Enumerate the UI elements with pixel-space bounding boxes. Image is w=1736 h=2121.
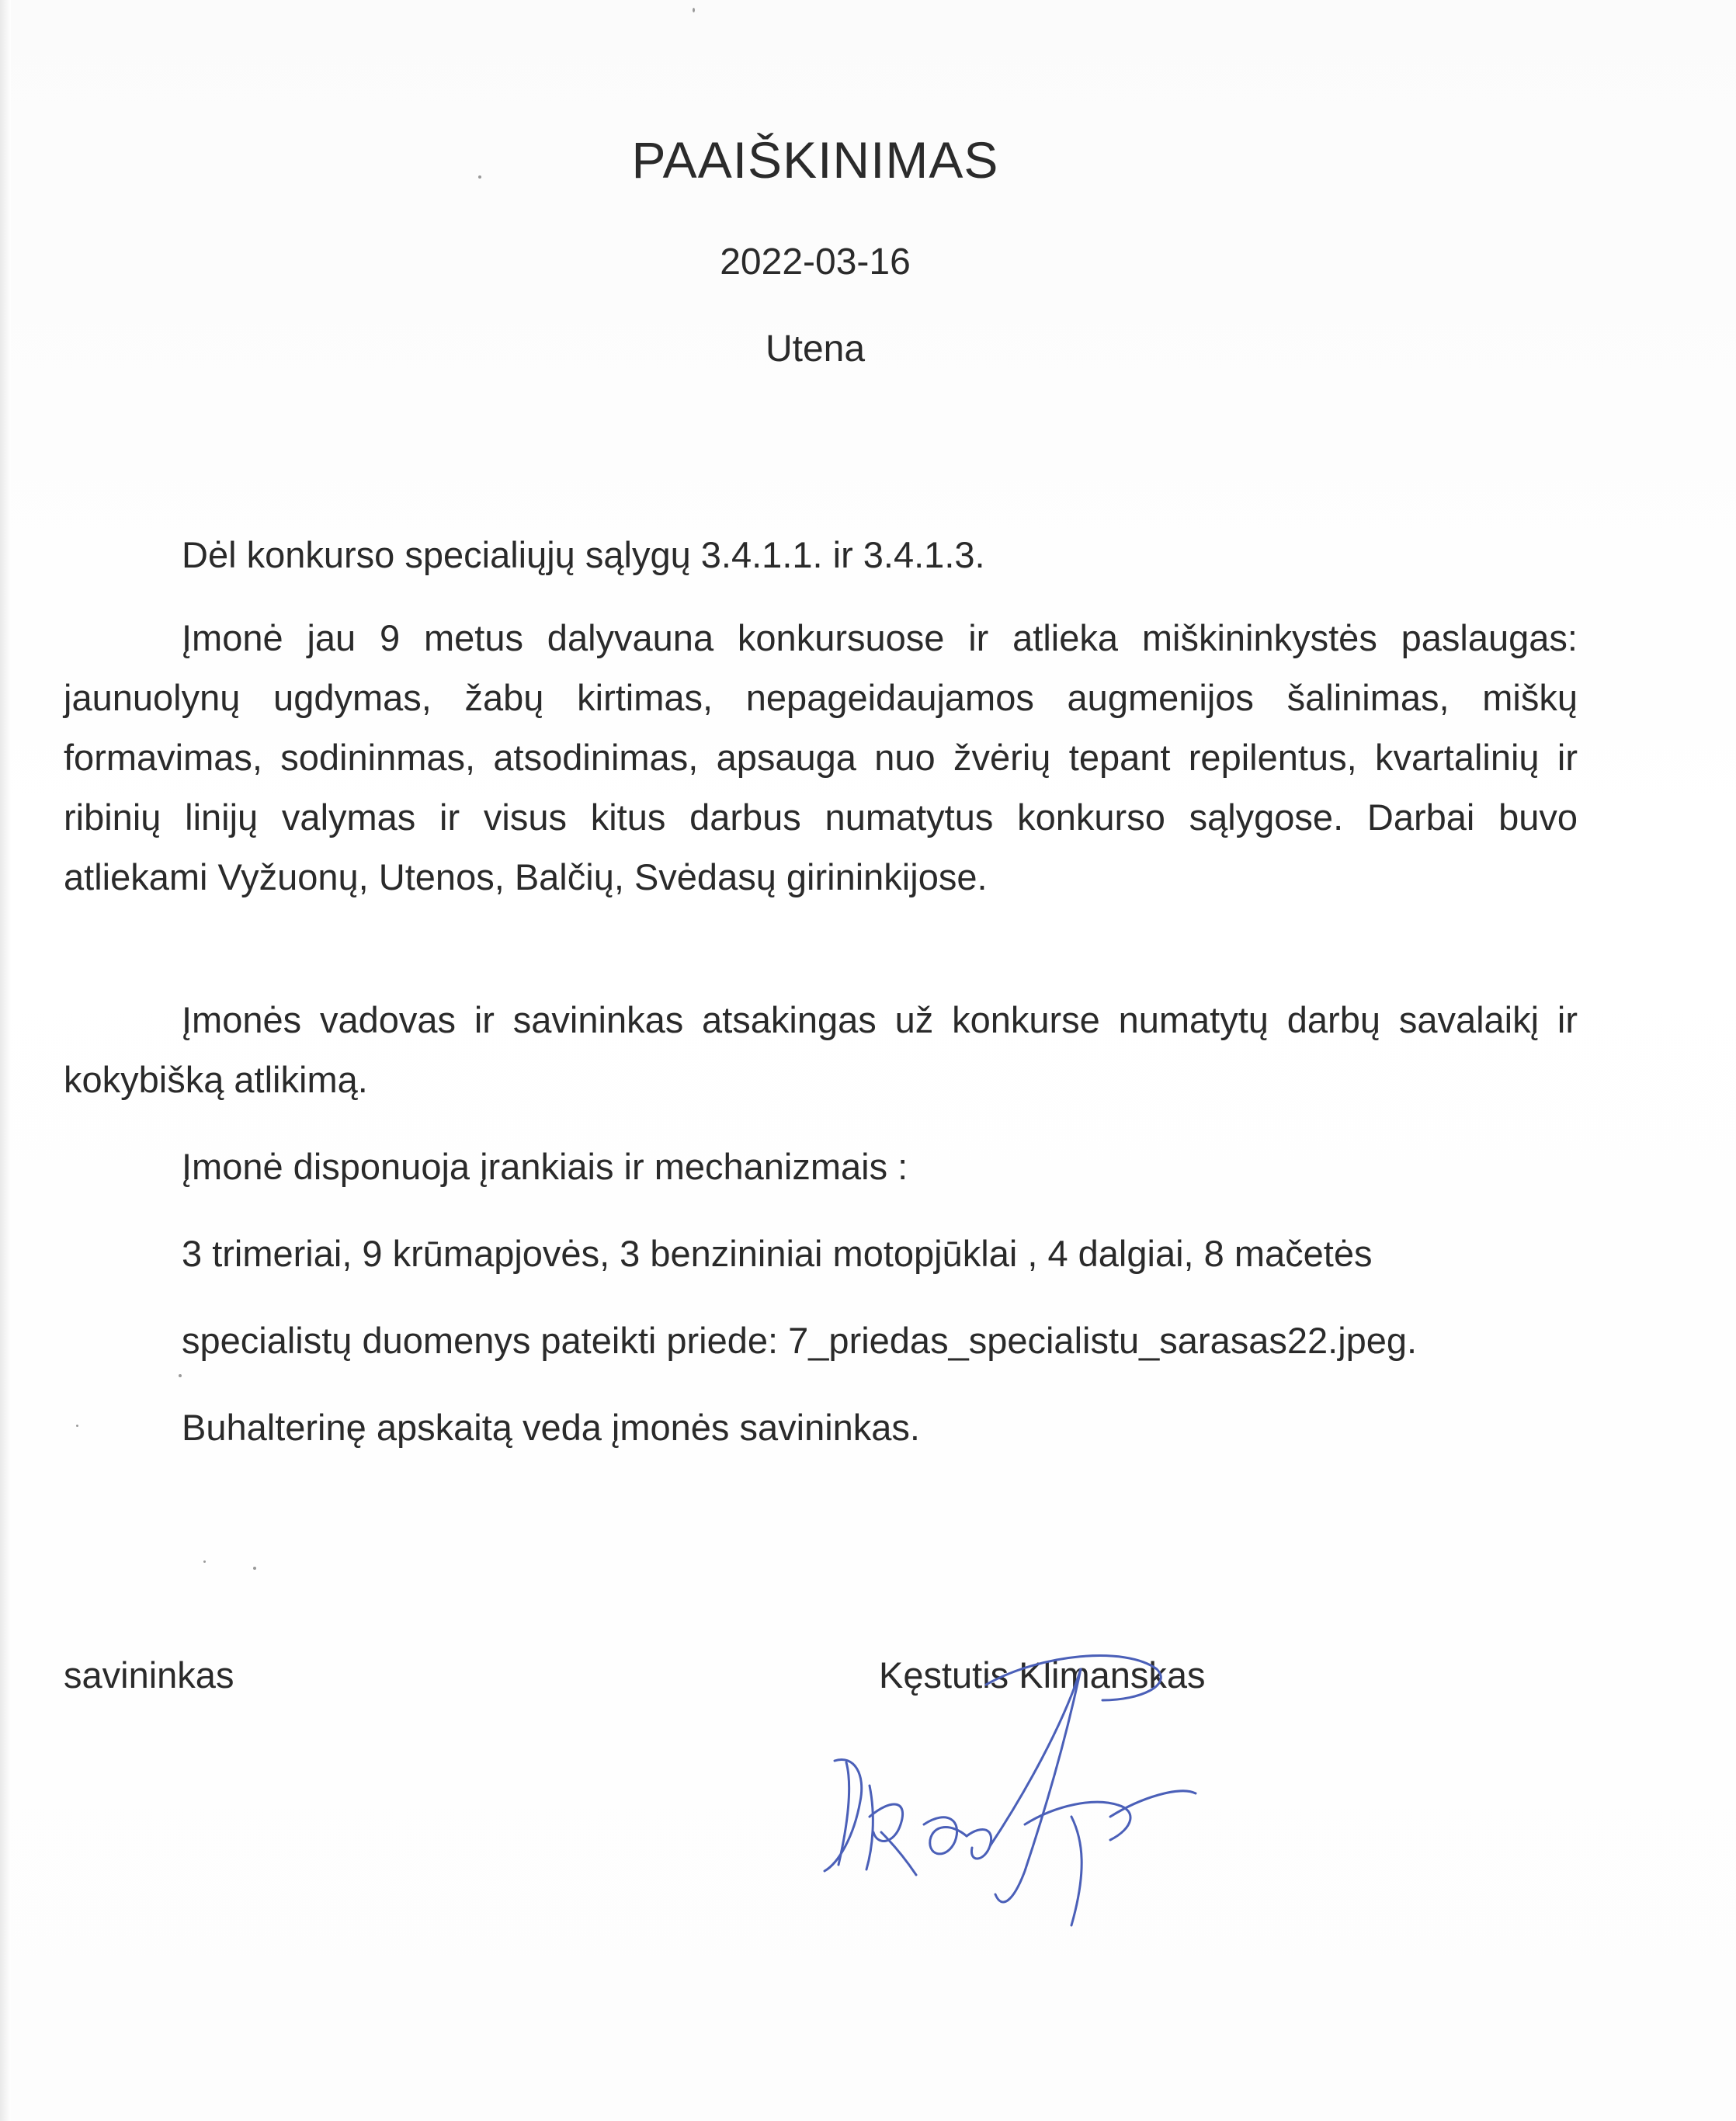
- scan-speck: [253, 1567, 256, 1570]
- document-date: 2022-03-16: [720, 241, 911, 283]
- specialists-paragraph: specialistų duomenys pateikti priede: 7_priedas_specialistu_sarasas22.jpeg.: [182, 1320, 1418, 1361]
- tools-paragraph: 3 trimeriai, 9 krūmapjovės, 3 benzininiai motopjūklai , 4 dalgiai, 8 mačetės: [182, 1233, 1373, 1274]
- scan-speck: [203, 1560, 206, 1563]
- tools-intro-paragraph: Įmonė disponuoja įrankiais ir mechanizmais :: [182, 1146, 908, 1187]
- subject-paragraph: Dėl konkurso specialiųjų sąlygų 3.4.1.1. ir 3.4.1.3.: [182, 534, 985, 575]
- handwritten-signature: [792, 1638, 1227, 1949]
- scan-speck: [179, 1374, 182, 1377]
- signatory-role: savininkas: [64, 1654, 234, 1696]
- scan-speck: [478, 175, 481, 179]
- owner-paragraph: Įmonės vadovas ir savininkas atsakingas už konkurse numatytų darbų savalaikį ir kokybišką atlikimą.: [64, 999, 1578, 1100]
- document-title: PAAIŠKINIMAS: [631, 131, 999, 189]
- scan-edge: [0, 0, 11, 2121]
- document-place: Utena: [765, 328, 866, 370]
- main-paragraph: Įmonė jau 9 metus dalyvauna konkursuose ir atlieka miškininkystės paslaugas: jaunuolynų ugdymas, žabų kirtimas, nepageidaujamos augmenijos šalinimas, miškų formavimas, sodininmas, atsodinimas, apsauga nuo žvėrių tepant repilentus, kvartalinių ir ribinių linijų valymas ir visus kitus darbus numatytus konkurso sąlygose. Darbai buvo atliekami Vyžuonų, Utenos, Balčių, Svėdasų girininkijose.: [64, 617, 1578, 897]
- signatory-name: Kęstutis Klimanskas: [879, 1654, 1206, 1696]
- accounting-paragraph: Buhalterinę apskaitą veda įmonės savininkas.: [182, 1407, 920, 1448]
- scan-speck: [693, 8, 695, 12]
- scan-speck: [76, 1425, 78, 1427]
